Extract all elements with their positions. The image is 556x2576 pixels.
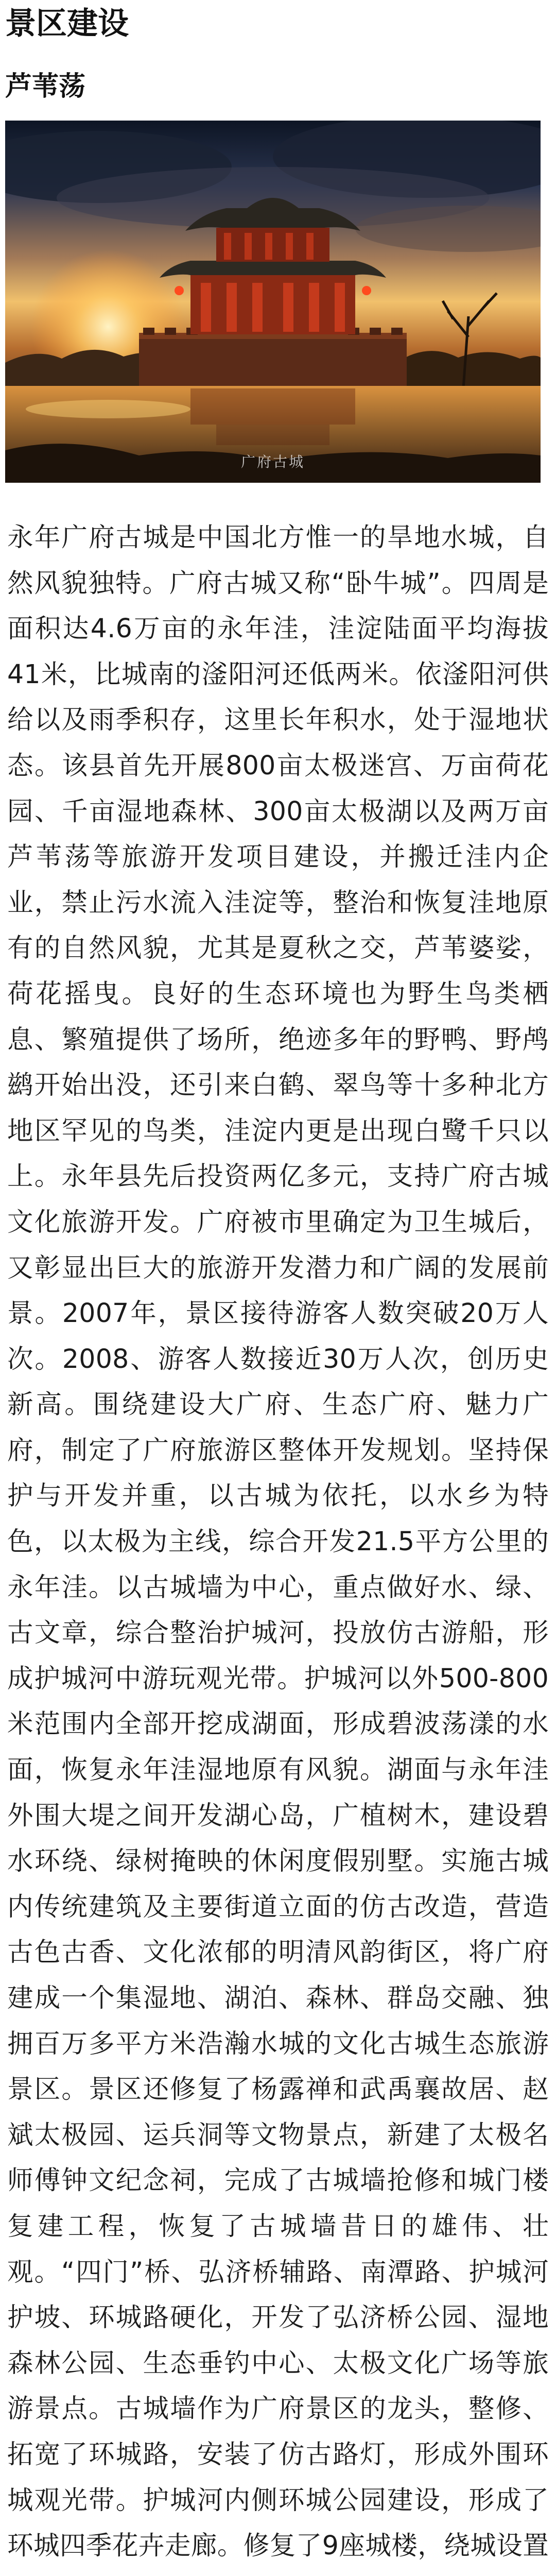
ancient-tower-sunset-photo	[5, 121, 541, 483]
article-paragraph: 永年广府古城是中国北方惟一的旱地水城，自然风貌独特。广府古城又称“卧牛城”。四周是面积达4.6万亩的永年洼，洼淀陆面平均海拔41米，比城南的滏阳河还低两米。依滏阳河供给以及雨季积存，这里长年积水，处于湿地状态。该县首先开展800亩太极迷宫、万亩荷花园、千亩湿地森林、300亩太极湖以及两万亩芦苇荡等旅游开发项目建设，并搬迁洼内企业，禁止污水流入洼淀等，整治和恢复洼地原有的自然风貌，尤其是夏秋之交，芦苇婆娑，荷花摇曳。良好的生态环境也为野生鸟类栖息、繁殖提供了场所，绝迹多年的野鸭、野鸬鹚开始出没，还引来白鹤、翠鸟等十多种北方地区罕见的鸟类，洼淀内更是出现白鹭千只以上。永年县先后投资两亿多元，支持广府古城文化旅游开发。广府被市里确定为卫生城后，又彰显出巨大的旅游开发潜力和广阔的发展前景。2007年，景区接待游客人数突破20万人次。2008、游客人数接近30万人次，创历史新高。围绕建设大广府、生态广府、魅力广府，制定了广府旅游区整体开发规划。坚持保护与开发并重，以古城为依托，以水乡为特色，以太极为主线，综合开发21.5平方公里的永年洼。以古城墙为中心，重点做好水、绿、古文章，综合整治护城河，投放仿古游船，形成护城河中游玩观光带。护城河以外500-800米范围内全部开挖成湖面，形成碧波荡漾的水面，恢复永年洼湿地原有风貌。湖面与永年洼外围大堤之间开发湖心岛，广植树木，建设碧水环绕、绿树掩映的休闲度假别墅。实施古城内传统建筑及主要街道立面的仿古改造，营造古色古香、文化浓郁的明清风韵街区，将广府建成一个集湿地、湖泊、森林、群岛交融、独拥百万多平方米浩瀚水城的文化古城生态旅游景区。景区还修复了杨露禅和武禹襄故居、赵斌太极园、运兵洞等文物景点，新建了太极名师傅钟文纪念祠，完成了古城墙抢修和城门楼复建工程，恢复了古城墙昔日的雄伟、壮观。“四门”桥、弘济桥辅路、南潭路、护城河护坡、环城路硬化，开发了弘济桥公园、湿地森林公园、生态垂钓中心、太极文化广场等旅游景点。古城墙作为广府景区的龙头，整修、拓宽了环城路，安装了仿古路灯，形成外围环城观光带。护城河内侧环城公园建设，形成了环城四季花卉走廊。修复了9座城楼，绕城设置	[7, 522, 549, 2561]
sub-title: 芦苇荡	[5, 71, 86, 102]
article-body	[0, 515, 556, 2576]
ancient-city-photo	[5, 121, 541, 483]
section-title: 景区建设	[5, 6, 129, 42]
photo-caption: 广府古城	[240, 453, 305, 470]
